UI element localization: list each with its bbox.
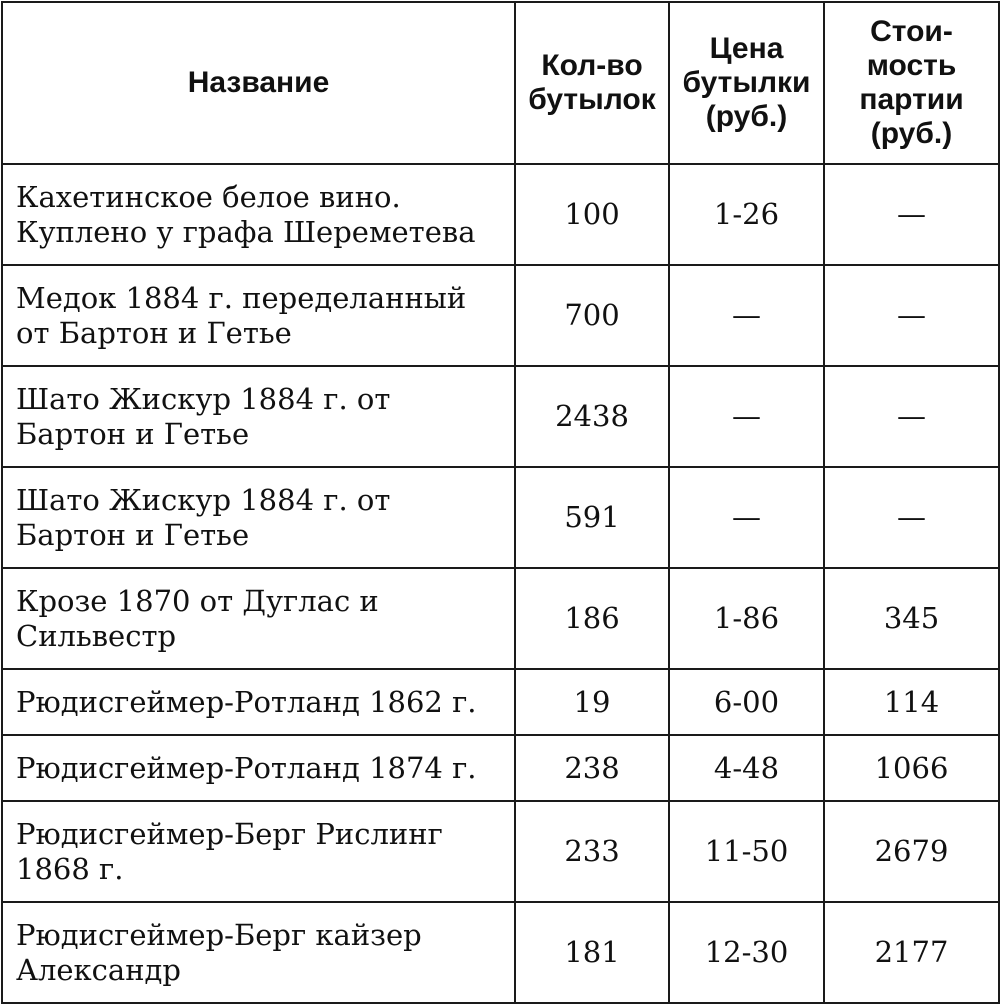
wine-name: Рюдисгеймер-Берг Рислинг 1868 г. <box>2 801 515 902</box>
header-quantity: Кол-во бутылок <box>515 2 669 164</box>
wine-name: Шато Жискур 1884 г. от Бартон и Гетье <box>2 366 515 467</box>
table-row <box>2 265 999 366</box>
table-row <box>2 801 999 902</box>
bottle-price: 1-26 <box>669 164 824 265</box>
table-row <box>2 902 999 1003</box>
bottle-count: 100 <box>515 164 669 265</box>
bottle-count: 238 <box>515 735 669 801</box>
bottle-price: — <box>669 366 824 467</box>
bottle-price: — <box>669 265 824 366</box>
bottle-count: 19 <box>515 669 669 735</box>
bottle-price: 11-50 <box>669 801 824 902</box>
table-row <box>2 467 999 568</box>
bottle-price: 4-48 <box>669 735 824 801</box>
header-lot-cost: Стои- мость партии (руб.) <box>824 2 999 164</box>
bottle-count: 186 <box>515 568 669 669</box>
table-header-row <box>2 2 999 164</box>
bottle-count: 2438 <box>515 366 669 467</box>
bottle-price: 6-00 <box>669 669 824 735</box>
wine-name: Рюдисгеймер-Ротланд 1862 г. <box>2 669 515 735</box>
header-bottle-price: Цена бутылки (руб.) <box>669 2 824 164</box>
table-row <box>2 568 999 669</box>
header-name: Название <box>2 2 515 164</box>
bottle-price: — <box>669 467 824 568</box>
bottle-count: 181 <box>515 902 669 1003</box>
wine-name: Крозе 1870 от Дуглас и Сильвестр <box>2 568 515 669</box>
bottle-count: 591 <box>515 467 669 568</box>
wine-name: Шато Жискур 1884 г. от Бартон и Гетье <box>2 467 515 568</box>
wine-purchase-table <box>1 1 1000 1004</box>
table-row <box>2 366 999 467</box>
wine-name: Медок 1884 г. переделанный от Бартон и Гетье <box>2 265 515 366</box>
lot-cost: 2679 <box>824 801 999 902</box>
bottle-price: 12-30 <box>669 902 824 1003</box>
table-row <box>2 735 999 801</box>
wine-name: Кахетинское белое вино. Куплено у графа Шереметева <box>2 164 515 265</box>
bottle-price: 1-86 <box>669 568 824 669</box>
lot-cost: — <box>824 366 999 467</box>
lot-cost: 114 <box>824 669 999 735</box>
table-row <box>2 669 999 735</box>
wine-name: Рюдисгеймер-Берг кайзер Александр <box>2 902 515 1003</box>
lot-cost: — <box>824 467 999 568</box>
lot-cost: — <box>824 164 999 265</box>
lot-cost: 2177 <box>824 902 999 1003</box>
bottle-count: 700 <box>515 265 669 366</box>
lot-cost: 345 <box>824 568 999 669</box>
lot-cost: 1066 <box>824 735 999 801</box>
lot-cost: — <box>824 265 999 366</box>
wine-name: Рюдисгеймер-Ротланд 1874 г. <box>2 735 515 801</box>
table-row <box>2 164 999 265</box>
bottle-count: 233 <box>515 801 669 902</box>
